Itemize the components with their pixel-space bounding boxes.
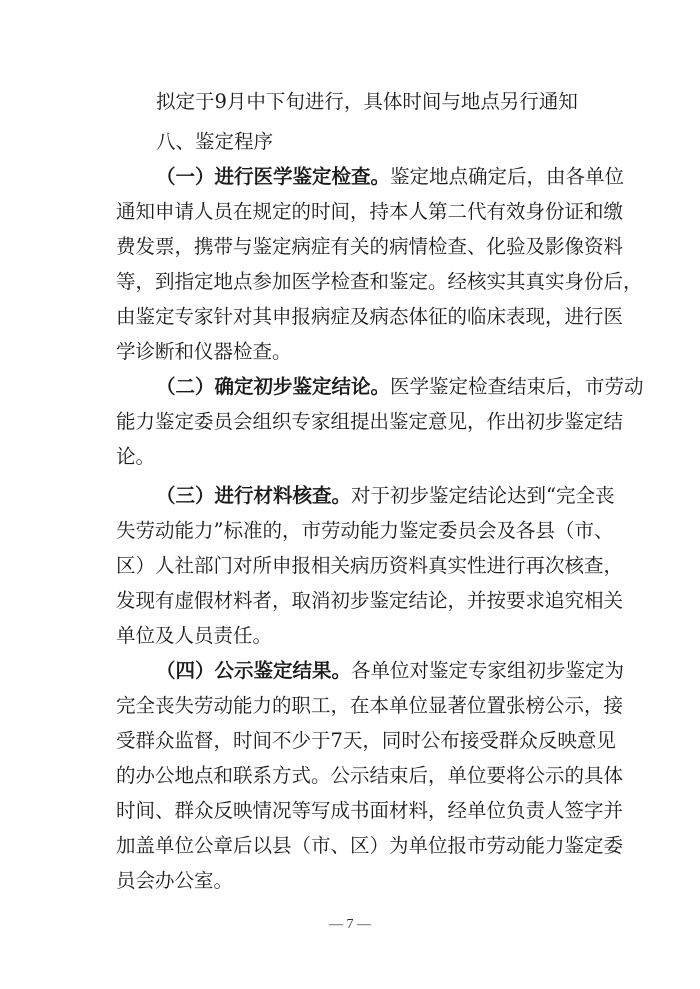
paragraph-4-line-2: [116, 690, 624, 722]
paragraph-2-heading: （二）确定初步鉴定结论。: [156, 375, 391, 398]
paragraph-2-line-3: [116, 441, 586, 473]
paragraph-1-line-5: [116, 301, 624, 333]
paragraph-4-text: 受群众监督，时间不少于7天，同时公布接受群众反映意见: [116, 729, 616, 752]
page-number: — 7 —: [329, 917, 371, 932]
paragraph-1-line-4: [116, 266, 643, 298]
paragraph-3-line-5: [116, 620, 586, 652]
paragraph-4-line-5: [116, 795, 624, 827]
paragraph-2-line-1: [156, 371, 644, 403]
paragraph-2-text: 医学鉴定检查结束后，市劳动: [390, 375, 644, 398]
paragraph-4-line-3: [116, 725, 616, 757]
paragraph-3-text: 单位及人员责任。: [116, 624, 273, 647]
paragraph-3-line-1: [156, 480, 615, 512]
paragraph-1-text: 鉴定地点确定后，由各单位: [390, 165, 625, 188]
paragraph-3-text: 区）人社部门对所申报相关病历资料真实性进行再次核查，: [116, 554, 624, 577]
paragraph-4-line-4: [116, 760, 624, 792]
paragraph-4-text: 加盖单位公章后以县（市、区）为单位报市劳动能力鉴定委: [116, 834, 624, 857]
paragraph-1-text: 学诊断和仪器检查。: [116, 340, 292, 363]
paragraph-3-line-4: [116, 585, 624, 617]
paragraph-3-text: 对于初步鉴定结论达到“完全丧: [351, 484, 615, 507]
paragraph-4-text: 各单位对鉴定专家组初步鉴定为: [351, 659, 625, 682]
paragraph-1-text: 等，到指定地点参加医学检查和鉴定。经核实其真实身份后，: [116, 270, 643, 293]
paragraph-3-heading: （三）进行材料核查。: [156, 484, 352, 507]
paragraph-4-line-7: [116, 865, 586, 897]
paragraph-4-heading: （四）公示鉴定结果。: [156, 659, 352, 682]
paragraph-3-line-3: [116, 550, 624, 582]
paragraph-4-line-6: [116, 830, 624, 862]
paragraph-1-line-1: [156, 161, 625, 193]
paragraph-3-line-2: [116, 515, 614, 547]
paragraph-2-line-2: [116, 406, 624, 438]
paragraph-3-text: 发现有虚假材料者，取消初步鉴定结论，并按要求追究相关: [116, 589, 624, 612]
paragraph-2-text: 论。: [116, 445, 156, 468]
paragraph-2-text: 能力鉴定委员会组织专家组提出鉴定意见，作出初步鉴定结: [116, 410, 624, 433]
paragraph-4-text: 时间、群众反映情况等写成书面材料，经单位负责人签字并: [116, 799, 624, 822]
section-heading-text: 八、鉴定程序: [156, 130, 274, 153]
paragraph-1-line-6: [116, 336, 586, 368]
paragraph-4-text: 完全丧失劳动能力的职工，在本单位显著位置张榜公示，接: [116, 694, 624, 717]
section-heading: [156, 126, 586, 158]
intro-text: 拟定于9月中下旬进行，具体时间与地点另行通知: [156, 90, 578, 113]
paragraph-1-heading: （一）进行医学鉴定检查。: [156, 165, 391, 188]
paragraph-1-text: 由鉴定专家针对其申报病症及病态体征的临床表现，进行医: [116, 305, 624, 328]
paragraph-4-text: 员会办公室。: [116, 869, 234, 892]
paragraph-1-text: 通知申请人员在规定的时间，持本人第二代有效身份证和缴: [116, 200, 624, 223]
paragraph-3-text: 失劳动能力”标准的，市劳动能力鉴定委员会及各县（市、: [116, 519, 614, 542]
paragraph-4-line-1: [156, 655, 625, 687]
paragraph-1-line-2: [116, 196, 624, 228]
paragraph-1-line-3: [116, 231, 624, 263]
paragraph-4-text: 的办公地点和联系方式。公示结束后，单位要将公示的具体: [116, 764, 624, 787]
paragraph-1-text: 费发票，携带与鉴定病症有关的病情检查、化验及影像资料: [116, 235, 624, 258]
intro-line: [156, 86, 586, 118]
